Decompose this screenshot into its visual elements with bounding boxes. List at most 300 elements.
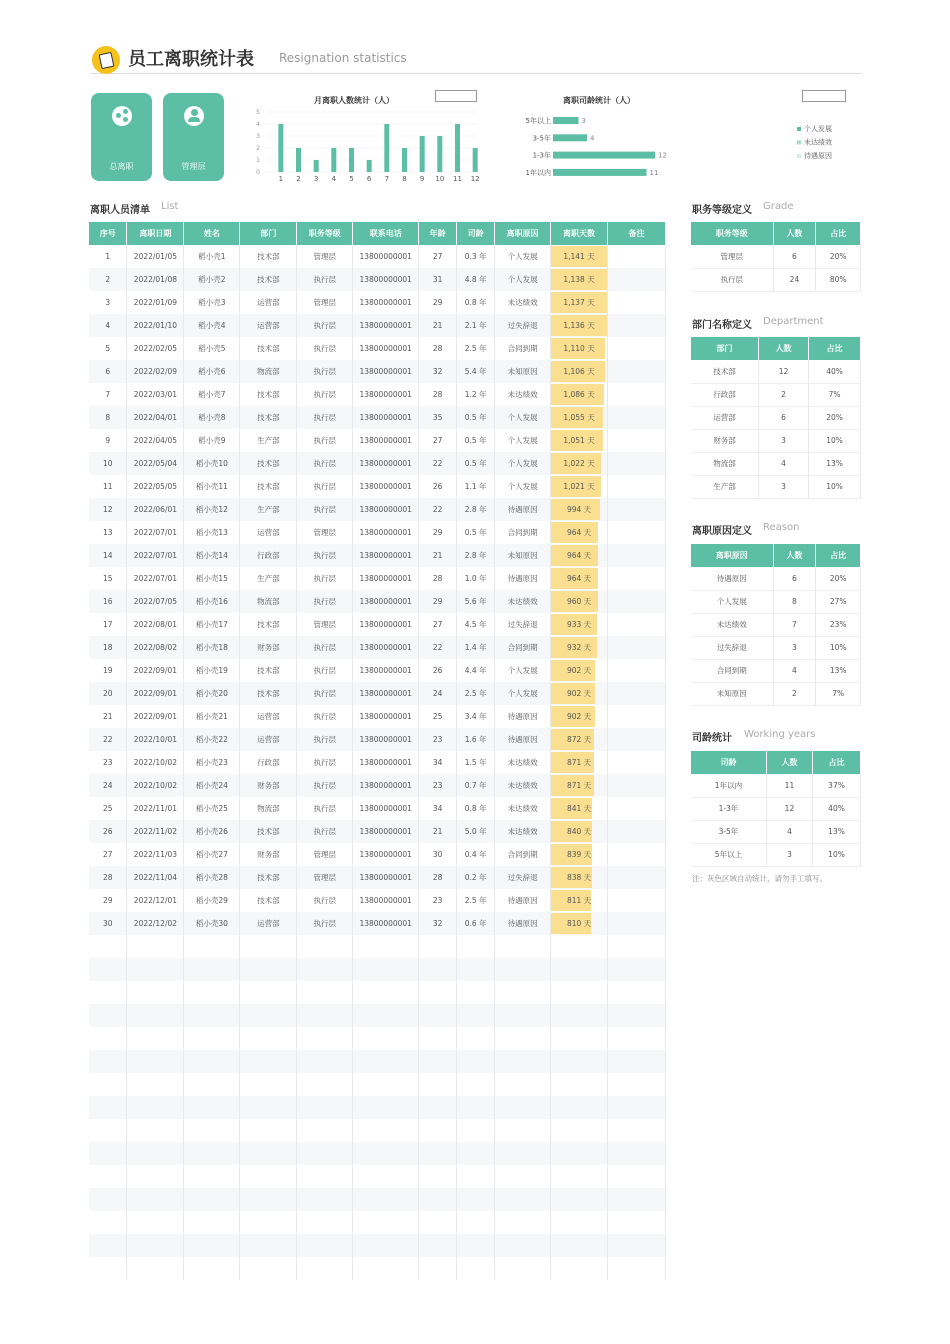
table-cell[interactable] bbox=[495, 1234, 551, 1257]
table-cell: 2022/10/02 bbox=[127, 774, 184, 797]
bar bbox=[553, 134, 587, 141]
table-cell: 810 天 bbox=[551, 912, 608, 935]
table-row bbox=[89, 682, 666, 705]
table-cell: 2022/12/01 bbox=[127, 889, 184, 912]
table-cell: 2 bbox=[89, 268, 127, 291]
table-cell[interactable] bbox=[89, 1027, 127, 1050]
table-cell: 2.5 年 bbox=[457, 337, 495, 360]
table-cell: 5年以上 bbox=[691, 843, 766, 866]
table-cell: 26 bbox=[419, 475, 457, 498]
table-cell: 964 天 bbox=[551, 521, 608, 544]
table-cell[interactable] bbox=[353, 1096, 419, 1119]
table-cell: 40% bbox=[809, 360, 861, 383]
table-cell[interactable] bbox=[495, 1027, 551, 1050]
table-cell[interactable] bbox=[353, 1257, 419, 1280]
table-cell[interactable] bbox=[89, 1050, 127, 1073]
table-cell: 管理层 bbox=[297, 613, 353, 636]
table-cell: 24 bbox=[89, 774, 127, 797]
column-header[interactable]: 占比 bbox=[816, 544, 861, 567]
table-cell[interactable] bbox=[495, 981, 551, 1004]
table-cell[interactable] bbox=[353, 1165, 419, 1188]
table-cell[interactable] bbox=[419, 1165, 457, 1188]
table-row bbox=[691, 452, 861, 475]
table-cell: 24 bbox=[773, 268, 816, 291]
empty-row bbox=[89, 1188, 666, 1211]
table-cell[interactable] bbox=[297, 1073, 353, 1096]
table-row bbox=[89, 843, 666, 866]
table-cell: 13800000001 bbox=[353, 521, 419, 544]
table-cell[interactable] bbox=[127, 1096, 184, 1119]
table-cell: 0.7 年 bbox=[457, 774, 495, 797]
table-cell[interactable] bbox=[297, 1119, 353, 1142]
table-cell: 7 bbox=[773, 613, 816, 636]
bar bbox=[278, 124, 283, 172]
column-header[interactable]: 备注 bbox=[608, 222, 666, 245]
table-cell[interactable] bbox=[184, 1165, 240, 1188]
table-cell[interactable] bbox=[184, 1211, 240, 1234]
table-cell[interactable] bbox=[297, 1234, 353, 1257]
table-cell[interactable] bbox=[89, 981, 127, 1004]
table-cell: 12 bbox=[89, 498, 127, 521]
table-cell: 13800000001 bbox=[353, 337, 419, 360]
table-cell[interactable] bbox=[353, 1188, 419, 1211]
table-cell[interactable] bbox=[127, 1165, 184, 1188]
table-cell[interactable] bbox=[127, 1073, 184, 1096]
table-cell: 1年以内 bbox=[691, 774, 766, 797]
table-cell[interactable] bbox=[240, 1004, 297, 1027]
table-cell[interactable] bbox=[240, 1234, 297, 1257]
table-cell[interactable] bbox=[353, 1142, 419, 1165]
table-cell[interactable] bbox=[297, 1004, 353, 1027]
table-cell: 未达绩效 bbox=[691, 613, 773, 636]
table-cell[interactable] bbox=[608, 1004, 666, 1027]
table-cell bbox=[608, 636, 666, 659]
table-cell: 32 bbox=[419, 360, 457, 383]
table-cell[interactable] bbox=[551, 1050, 608, 1073]
bar bbox=[437, 136, 442, 172]
table-cell[interactable] bbox=[551, 1165, 608, 1188]
table-cell: 4.5 年 bbox=[457, 613, 495, 636]
table-cell: 未达绩效 bbox=[495, 383, 551, 406]
legend-swatch bbox=[797, 154, 801, 158]
table-cell: 13800000001 bbox=[353, 613, 419, 636]
table-cell[interactable] bbox=[608, 1050, 666, 1073]
table-cell[interactable] bbox=[608, 1257, 666, 1280]
table-cell[interactable] bbox=[419, 1004, 457, 1027]
table-cell[interactable] bbox=[89, 1073, 127, 1096]
page-header bbox=[90, 42, 862, 74]
table-cell[interactable] bbox=[419, 1096, 457, 1119]
table-cell: 30 bbox=[419, 843, 457, 866]
tenure-bar-chart bbox=[505, 114, 705, 186]
table-cell: 994 天 bbox=[551, 498, 608, 521]
table-cell[interactable] bbox=[551, 1119, 608, 1142]
table-cell[interactable] bbox=[457, 981, 495, 1004]
table-row bbox=[89, 659, 666, 682]
table-row bbox=[691, 774, 861, 797]
table-cell bbox=[608, 360, 666, 383]
table-cell[interactable] bbox=[608, 1119, 666, 1142]
table-cell: 物流部 bbox=[691, 452, 759, 475]
table-cell[interactable] bbox=[240, 1073, 297, 1096]
table-cell[interactable] bbox=[419, 1073, 457, 1096]
table-cell[interactable] bbox=[184, 1119, 240, 1142]
table-row bbox=[89, 590, 666, 613]
empty-row bbox=[89, 1119, 666, 1142]
table-cell[interactable] bbox=[353, 935, 419, 958]
column-header[interactable]: 人数 bbox=[773, 544, 816, 567]
table-cell: 13800000001 bbox=[353, 843, 419, 866]
table-row bbox=[89, 613, 666, 636]
column-header[interactable]: 姓名 bbox=[184, 222, 240, 245]
table-cell[interactable] bbox=[551, 1211, 608, 1234]
table-cell[interactable] bbox=[297, 1211, 353, 1234]
table-cell[interactable] bbox=[419, 1119, 457, 1142]
table-cell[interactable] bbox=[419, 1188, 457, 1211]
table-cell[interactable] bbox=[551, 1142, 608, 1165]
table-cell[interactable] bbox=[240, 1188, 297, 1211]
column-header[interactable]: 部门 bbox=[240, 222, 297, 245]
table-cell[interactable] bbox=[184, 958, 240, 981]
column-header[interactable]: 职务等级 bbox=[297, 222, 353, 245]
column-header[interactable]: 序号 bbox=[89, 222, 127, 245]
table-cell[interactable] bbox=[89, 958, 127, 981]
table-cell[interactable] bbox=[457, 1119, 495, 1142]
table-cell[interactable] bbox=[608, 1096, 666, 1119]
column-header[interactable]: 离职原因 bbox=[691, 544, 773, 567]
table-cell: 2022/03/01 bbox=[127, 383, 184, 406]
table-cell[interactable] bbox=[89, 1165, 127, 1188]
table-cell[interactable] bbox=[608, 981, 666, 1004]
table-row bbox=[691, 682, 861, 705]
table-cell: 13% bbox=[809, 452, 861, 475]
table-cell: 执行层 bbox=[297, 544, 353, 567]
table-cell[interactable] bbox=[495, 1050, 551, 1073]
table-cell: 稻小壳17 bbox=[184, 613, 240, 636]
table-cell[interactable] bbox=[608, 958, 666, 981]
table-cell[interactable] bbox=[127, 1027, 184, 1050]
table-cell[interactable] bbox=[551, 1027, 608, 1050]
table-cell[interactable] bbox=[240, 1142, 297, 1165]
table-row bbox=[89, 567, 666, 590]
chart-title-monthly: 月离职人数统计（人） bbox=[314, 96, 394, 105]
table-cell[interactable] bbox=[184, 1027, 240, 1050]
table-cell[interactable] bbox=[457, 1050, 495, 1073]
table-cell: 技术部 bbox=[240, 659, 297, 682]
table-cell[interactable] bbox=[127, 1234, 184, 1257]
table-cell[interactable] bbox=[240, 1211, 297, 1234]
table-cell[interactable] bbox=[297, 1188, 353, 1211]
column-header[interactable]: 职务等级 bbox=[691, 222, 773, 245]
tenure-title: 司龄统计 bbox=[692, 733, 732, 744]
table-cell[interactable] bbox=[127, 1142, 184, 1165]
table-cell: 13800000001 bbox=[353, 475, 419, 498]
table-cell[interactable] bbox=[495, 1257, 551, 1280]
table-cell[interactable] bbox=[127, 1211, 184, 1234]
table-cell[interactable] bbox=[457, 1096, 495, 1119]
department-table bbox=[691, 337, 861, 499]
table-cell bbox=[608, 590, 666, 613]
table-cell[interactable] bbox=[551, 935, 608, 958]
table-cell bbox=[608, 774, 666, 797]
table-cell[interactable] bbox=[457, 1073, 495, 1096]
table-cell: 4 bbox=[766, 820, 812, 843]
table-cell[interactable] bbox=[184, 1050, 240, 1073]
table-cell[interactable] bbox=[353, 1234, 419, 1257]
table-cell: 6 bbox=[773, 567, 816, 590]
table-cell bbox=[608, 613, 666, 636]
column-header[interactable]: 占比 bbox=[809, 337, 861, 360]
column-header[interactable]: 联系电话 bbox=[353, 222, 419, 245]
table-cell[interactable] bbox=[240, 1119, 297, 1142]
table-cell[interactable] bbox=[457, 1234, 495, 1257]
table-cell: 技术部 bbox=[240, 337, 297, 360]
column-header[interactable]: 占比 bbox=[816, 222, 861, 245]
table-cell[interactable] bbox=[495, 1142, 551, 1165]
table-cell[interactable] bbox=[353, 1050, 419, 1073]
table-row bbox=[691, 843, 861, 866]
table-cell: 28 bbox=[419, 866, 457, 889]
table-cell[interactable] bbox=[127, 958, 184, 981]
table-cell: 13800000001 bbox=[353, 314, 419, 337]
table-cell[interactable] bbox=[608, 935, 666, 958]
table-cell[interactable] bbox=[127, 935, 184, 958]
table-cell[interactable] bbox=[419, 958, 457, 981]
table-cell: 871 天 bbox=[551, 774, 608, 797]
table-cell[interactable] bbox=[551, 1234, 608, 1257]
table-cell[interactable] bbox=[495, 1119, 551, 1142]
table-cell[interactable] bbox=[89, 1096, 127, 1119]
table-cell[interactable] bbox=[89, 935, 127, 958]
table-cell[interactable] bbox=[240, 1165, 297, 1188]
table-cell[interactable] bbox=[419, 1211, 457, 1234]
table-cell: 执行层 bbox=[297, 475, 353, 498]
table-cell[interactable] bbox=[353, 1211, 419, 1234]
chart-filter-box[interactable] bbox=[802, 90, 846, 102]
table-cell: 4.8 年 bbox=[457, 268, 495, 291]
table-cell[interactable] bbox=[495, 1096, 551, 1119]
table-cell: 1,055 天 bbox=[551, 406, 608, 429]
table-cell[interactable] bbox=[419, 935, 457, 958]
table-cell[interactable] bbox=[127, 1257, 184, 1280]
table-cell[interactable] bbox=[353, 981, 419, 1004]
table-cell[interactable] bbox=[419, 1257, 457, 1280]
table-cell: 8 bbox=[89, 406, 127, 429]
table-cell[interactable] bbox=[353, 1119, 419, 1142]
column-header[interactable]: 人数 bbox=[766, 751, 812, 774]
table-cell[interactable] bbox=[240, 1257, 297, 1280]
table-cell[interactable] bbox=[127, 1050, 184, 1073]
table-cell bbox=[608, 245, 666, 268]
table-cell[interactable] bbox=[127, 1004, 184, 1027]
table-cell: 1.6 年 bbox=[457, 728, 495, 751]
table-cell[interactable] bbox=[495, 1211, 551, 1234]
table-cell: 运营部 bbox=[240, 705, 297, 728]
table-cell[interactable] bbox=[457, 958, 495, 981]
column-header[interactable]: 离职天数 bbox=[551, 222, 608, 245]
table-cell: 1.0 年 bbox=[457, 567, 495, 590]
table-cell[interactable] bbox=[495, 1188, 551, 1211]
table-cell[interactable] bbox=[89, 1211, 127, 1234]
table-cell: 待遇原因 bbox=[691, 567, 773, 590]
table-cell[interactable] bbox=[551, 1257, 608, 1280]
table-cell[interactable] bbox=[240, 1096, 297, 1119]
card-management[interactable] bbox=[163, 93, 224, 181]
table-cell[interactable] bbox=[184, 1188, 240, 1211]
table-cell[interactable] bbox=[240, 935, 297, 958]
table-cell[interactable] bbox=[184, 1142, 240, 1165]
table-cell[interactable] bbox=[608, 1027, 666, 1050]
table-cell[interactable] bbox=[551, 981, 608, 1004]
table-cell: 9 bbox=[89, 429, 127, 452]
table-row bbox=[691, 245, 861, 268]
table-cell[interactable] bbox=[551, 1096, 608, 1119]
column-header[interactable]: 占比 bbox=[813, 751, 861, 774]
table-cell[interactable] bbox=[419, 1234, 457, 1257]
table-cell[interactable] bbox=[495, 958, 551, 981]
table-cell[interactable] bbox=[297, 935, 353, 958]
table-cell[interactable] bbox=[184, 1234, 240, 1257]
table-cell: 17 bbox=[89, 613, 127, 636]
table-cell[interactable] bbox=[89, 1119, 127, 1142]
table-cell[interactable] bbox=[297, 958, 353, 981]
table-cell[interactable] bbox=[419, 1050, 457, 1073]
empty-row bbox=[89, 1142, 666, 1165]
table-row bbox=[89, 406, 666, 429]
table-cell: 物流部 bbox=[240, 590, 297, 613]
table-cell[interactable] bbox=[457, 1188, 495, 1211]
table-cell[interactable] bbox=[89, 1257, 127, 1280]
table-cell[interactable] bbox=[297, 1165, 353, 1188]
y-tick-label: 1-3年 bbox=[532, 151, 551, 160]
table-cell[interactable] bbox=[419, 981, 457, 1004]
table-cell[interactable] bbox=[297, 1027, 353, 1050]
table-cell: 2 bbox=[773, 682, 816, 705]
table-cell: 1,136 天 bbox=[551, 314, 608, 337]
column-header[interactable]: 人数 bbox=[773, 222, 816, 245]
table-cell[interactable] bbox=[353, 1004, 419, 1027]
table-cell[interactable] bbox=[608, 1234, 666, 1257]
table-cell[interactable] bbox=[419, 1142, 457, 1165]
table-cell[interactable] bbox=[495, 1073, 551, 1096]
table-cell[interactable] bbox=[127, 1119, 184, 1142]
table-cell: 过失辞退 bbox=[691, 636, 773, 659]
table-cell: 2022/05/05 bbox=[127, 475, 184, 498]
table-cell: 2022/07/05 bbox=[127, 590, 184, 613]
table-cell: 11 bbox=[89, 475, 127, 498]
table-cell[interactable] bbox=[297, 1050, 353, 1073]
table-cell[interactable] bbox=[608, 1211, 666, 1234]
table-cell: 25 bbox=[419, 705, 457, 728]
table-cell[interactable] bbox=[89, 1188, 127, 1211]
table-cell[interactable] bbox=[184, 1004, 240, 1027]
table-cell: 合同到期 bbox=[691, 659, 773, 682]
table-cell[interactable] bbox=[240, 1027, 297, 1050]
table-cell[interactable] bbox=[608, 1165, 666, 1188]
table-cell[interactable] bbox=[297, 981, 353, 1004]
table-cell[interactable] bbox=[297, 1096, 353, 1119]
table-cell[interactable] bbox=[353, 1027, 419, 1050]
table-cell[interactable] bbox=[297, 1257, 353, 1280]
table-cell[interactable] bbox=[89, 1234, 127, 1257]
column-header[interactable]: 司龄 bbox=[457, 222, 495, 245]
column-header[interactable]: 离职原因 bbox=[495, 222, 551, 245]
table-cell[interactable] bbox=[419, 1027, 457, 1050]
table-cell[interactable] bbox=[551, 1188, 608, 1211]
table-cell: 3 bbox=[759, 429, 809, 452]
table-cell[interactable] bbox=[240, 958, 297, 981]
table-cell: 839 天 bbox=[551, 843, 608, 866]
table-cell[interactable] bbox=[495, 935, 551, 958]
table-cell[interactable] bbox=[457, 1257, 495, 1280]
table-cell: 1,022 天 bbox=[551, 452, 608, 475]
table-cell[interactable] bbox=[495, 1165, 551, 1188]
card-total-resigned[interactable] bbox=[91, 93, 152, 181]
table-cell[interactable] bbox=[184, 981, 240, 1004]
chart-filter-box[interactable] bbox=[435, 90, 477, 102]
table-cell: 13 bbox=[89, 521, 127, 544]
table-cell[interactable] bbox=[608, 1188, 666, 1211]
table-cell: 个人发展 bbox=[495, 406, 551, 429]
table-cell[interactable] bbox=[608, 1142, 666, 1165]
x-tick-label: 6 bbox=[366, 175, 372, 183]
table-cell[interactable] bbox=[89, 1004, 127, 1027]
table-cell: 7% bbox=[816, 682, 861, 705]
table-row bbox=[89, 820, 666, 843]
table-cell: 2022/09/01 bbox=[127, 659, 184, 682]
table-cell[interactable] bbox=[297, 1142, 353, 1165]
column-header[interactable]: 部门 bbox=[691, 337, 759, 360]
table-cell[interactable] bbox=[551, 1073, 608, 1096]
table-cell: 个人发展 bbox=[495, 452, 551, 475]
column-header[interactable]: 离职日期 bbox=[127, 222, 184, 245]
table-cell[interactable] bbox=[89, 1142, 127, 1165]
table-cell[interactable] bbox=[127, 1188, 184, 1211]
table-cell[interactable] bbox=[184, 1073, 240, 1096]
table-cell[interactable] bbox=[184, 1257, 240, 1280]
table-cell[interactable] bbox=[495, 1004, 551, 1027]
table-cell[interactable] bbox=[457, 1142, 495, 1165]
column-header[interactable]: 年龄 bbox=[419, 222, 457, 245]
table-cell[interactable] bbox=[457, 1004, 495, 1027]
table-row bbox=[691, 797, 861, 820]
table-cell[interactable] bbox=[353, 1073, 419, 1096]
table-cell[interactable] bbox=[240, 981, 297, 1004]
table-cell[interactable] bbox=[127, 981, 184, 1004]
table-cell[interactable] bbox=[353, 958, 419, 981]
table-cell: 3 bbox=[89, 291, 127, 314]
table-cell: 合同到期 bbox=[495, 337, 551, 360]
column-header[interactable]: 人数 bbox=[759, 337, 809, 360]
table-cell[interactable] bbox=[551, 958, 608, 981]
table-cell bbox=[608, 567, 666, 590]
table-cell[interactable] bbox=[457, 1027, 495, 1050]
table-cell: 未达绩效 bbox=[495, 774, 551, 797]
table-cell[interactable] bbox=[551, 1004, 608, 1027]
column-header[interactable]: 司龄 bbox=[691, 751, 766, 774]
table-cell: 0.5 年 bbox=[457, 429, 495, 452]
table-cell[interactable] bbox=[240, 1050, 297, 1073]
table-cell[interactable] bbox=[457, 1211, 495, 1234]
table-cell[interactable] bbox=[184, 1096, 240, 1119]
table-cell: 运营部 bbox=[240, 291, 297, 314]
table-cell[interactable] bbox=[608, 1073, 666, 1096]
table-cell[interactable] bbox=[457, 935, 495, 958]
table-cell: 待遇原因 bbox=[495, 912, 551, 935]
table-cell[interactable] bbox=[184, 935, 240, 958]
table-cell[interactable] bbox=[457, 1165, 495, 1188]
table-row bbox=[89, 452, 666, 475]
